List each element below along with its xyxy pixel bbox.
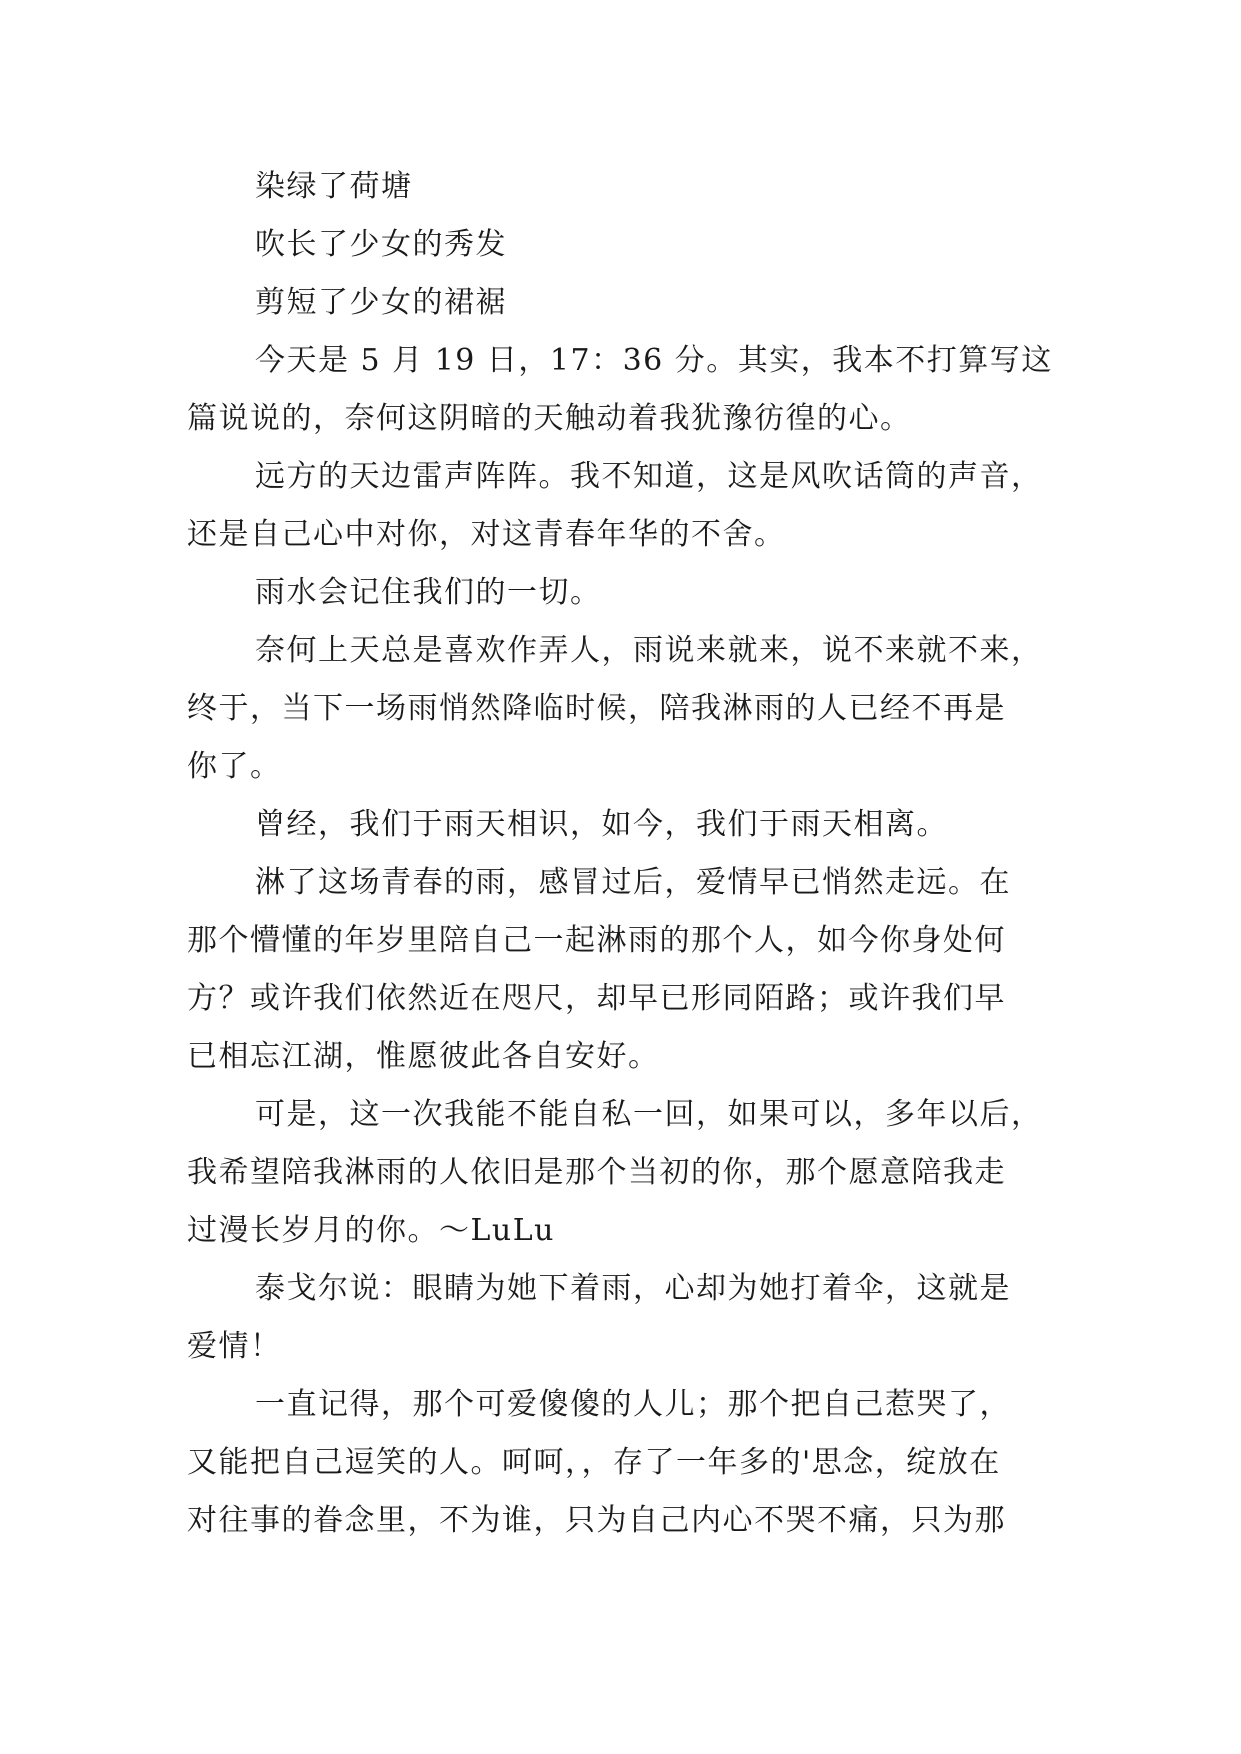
text-line: 你了。: [187, 749, 282, 784]
text-line: 对往事的眷念里，不为谁，只为自己内心不哭不痛，只为那: [187, 1503, 1006, 1538]
text-line: 泰戈尔说：眼睛为她下着雨，心却为她打着伞，这就是: [255, 1271, 1011, 1306]
text-line: 可是，这一次我能不能自私一回，如果可以，多年以后，: [255, 1097, 1043, 1132]
text-line: 吹长了少女的秀发: [255, 227, 507, 262]
paragraph-1: [187, 158, 1055, 216]
text-line: 奈何上天总是喜欢作弄人，雨说来就来，说不来就不来，: [255, 633, 1043, 668]
text-line: 爱情！: [187, 1329, 282, 1364]
paragraph-5: [187, 448, 1055, 564]
text-line: 那个懵懂的年岁里陪自己一起淋雨的那个人，如今你身处何: [187, 923, 1006, 958]
paragraph-3: [187, 274, 1055, 332]
paragraph-9: [187, 854, 1055, 1086]
text-line: 已相忘江湖，惟愿彼此各自安好。: [187, 1039, 660, 1074]
text-line: 一直记得，那个可爱傻傻的人儿；那个把自己惹哭了，: [255, 1387, 1011, 1422]
text-line: 还是自己心中对你，对这青春年华的不舍。: [187, 517, 786, 552]
text-line: 雨水会记住我们的一切。: [255, 575, 602, 610]
paragraph-8: [187, 796, 1055, 854]
text-line: 篇说说的，奈何这阴暗的天触动着我犹豫彷徨的心。: [187, 401, 912, 436]
text-line: 远方的天边雷声阵阵。我不知道，这是风吹话筒的声音，: [255, 459, 1043, 494]
paragraph-2: [187, 216, 1055, 274]
paragraph-6: [187, 564, 1055, 622]
text-line: 曾经，我们于雨天相识，如今，我们于雨天相离。: [255, 807, 948, 842]
text-line: 淋了这场青春的雨，感冒过后，爱情早已悄然走远。在: [255, 865, 1011, 900]
text-line: 又能把自己逗笑的人。呵呵，，存了一年多的'思念，绽放在: [187, 1445, 1001, 1480]
text-line: 我希望陪我淋雨的人依旧是那个当初的你，那个愿意陪我走: [187, 1155, 1006, 1190]
paragraph-10: [187, 1086, 1055, 1260]
text-line: 过漫长岁月的你。～LuLu: [187, 1213, 555, 1248]
paragraph-7: [187, 622, 1055, 796]
text-line: 染绿了荷塘: [255, 169, 413, 204]
text-line: 今天是 5 月 19 日，17：36 分。其实，我本不打算写这: [255, 343, 1053, 378]
text-line: 剪短了少女的裙裾: [255, 285, 507, 320]
paragraph-11: [187, 1260, 1055, 1376]
text-line: 方？或许我们依然近在咫尺，却早已形同陌路；或许我们早: [187, 981, 1006, 1016]
paragraph-4: [187, 332, 1055, 448]
text-line: 终于，当下一场雨悄然降临时候，陪我淋雨的人已经不再是: [187, 691, 1006, 726]
paragraph-12: [187, 1376, 1055, 1550]
document-body: [187, 158, 1055, 1550]
